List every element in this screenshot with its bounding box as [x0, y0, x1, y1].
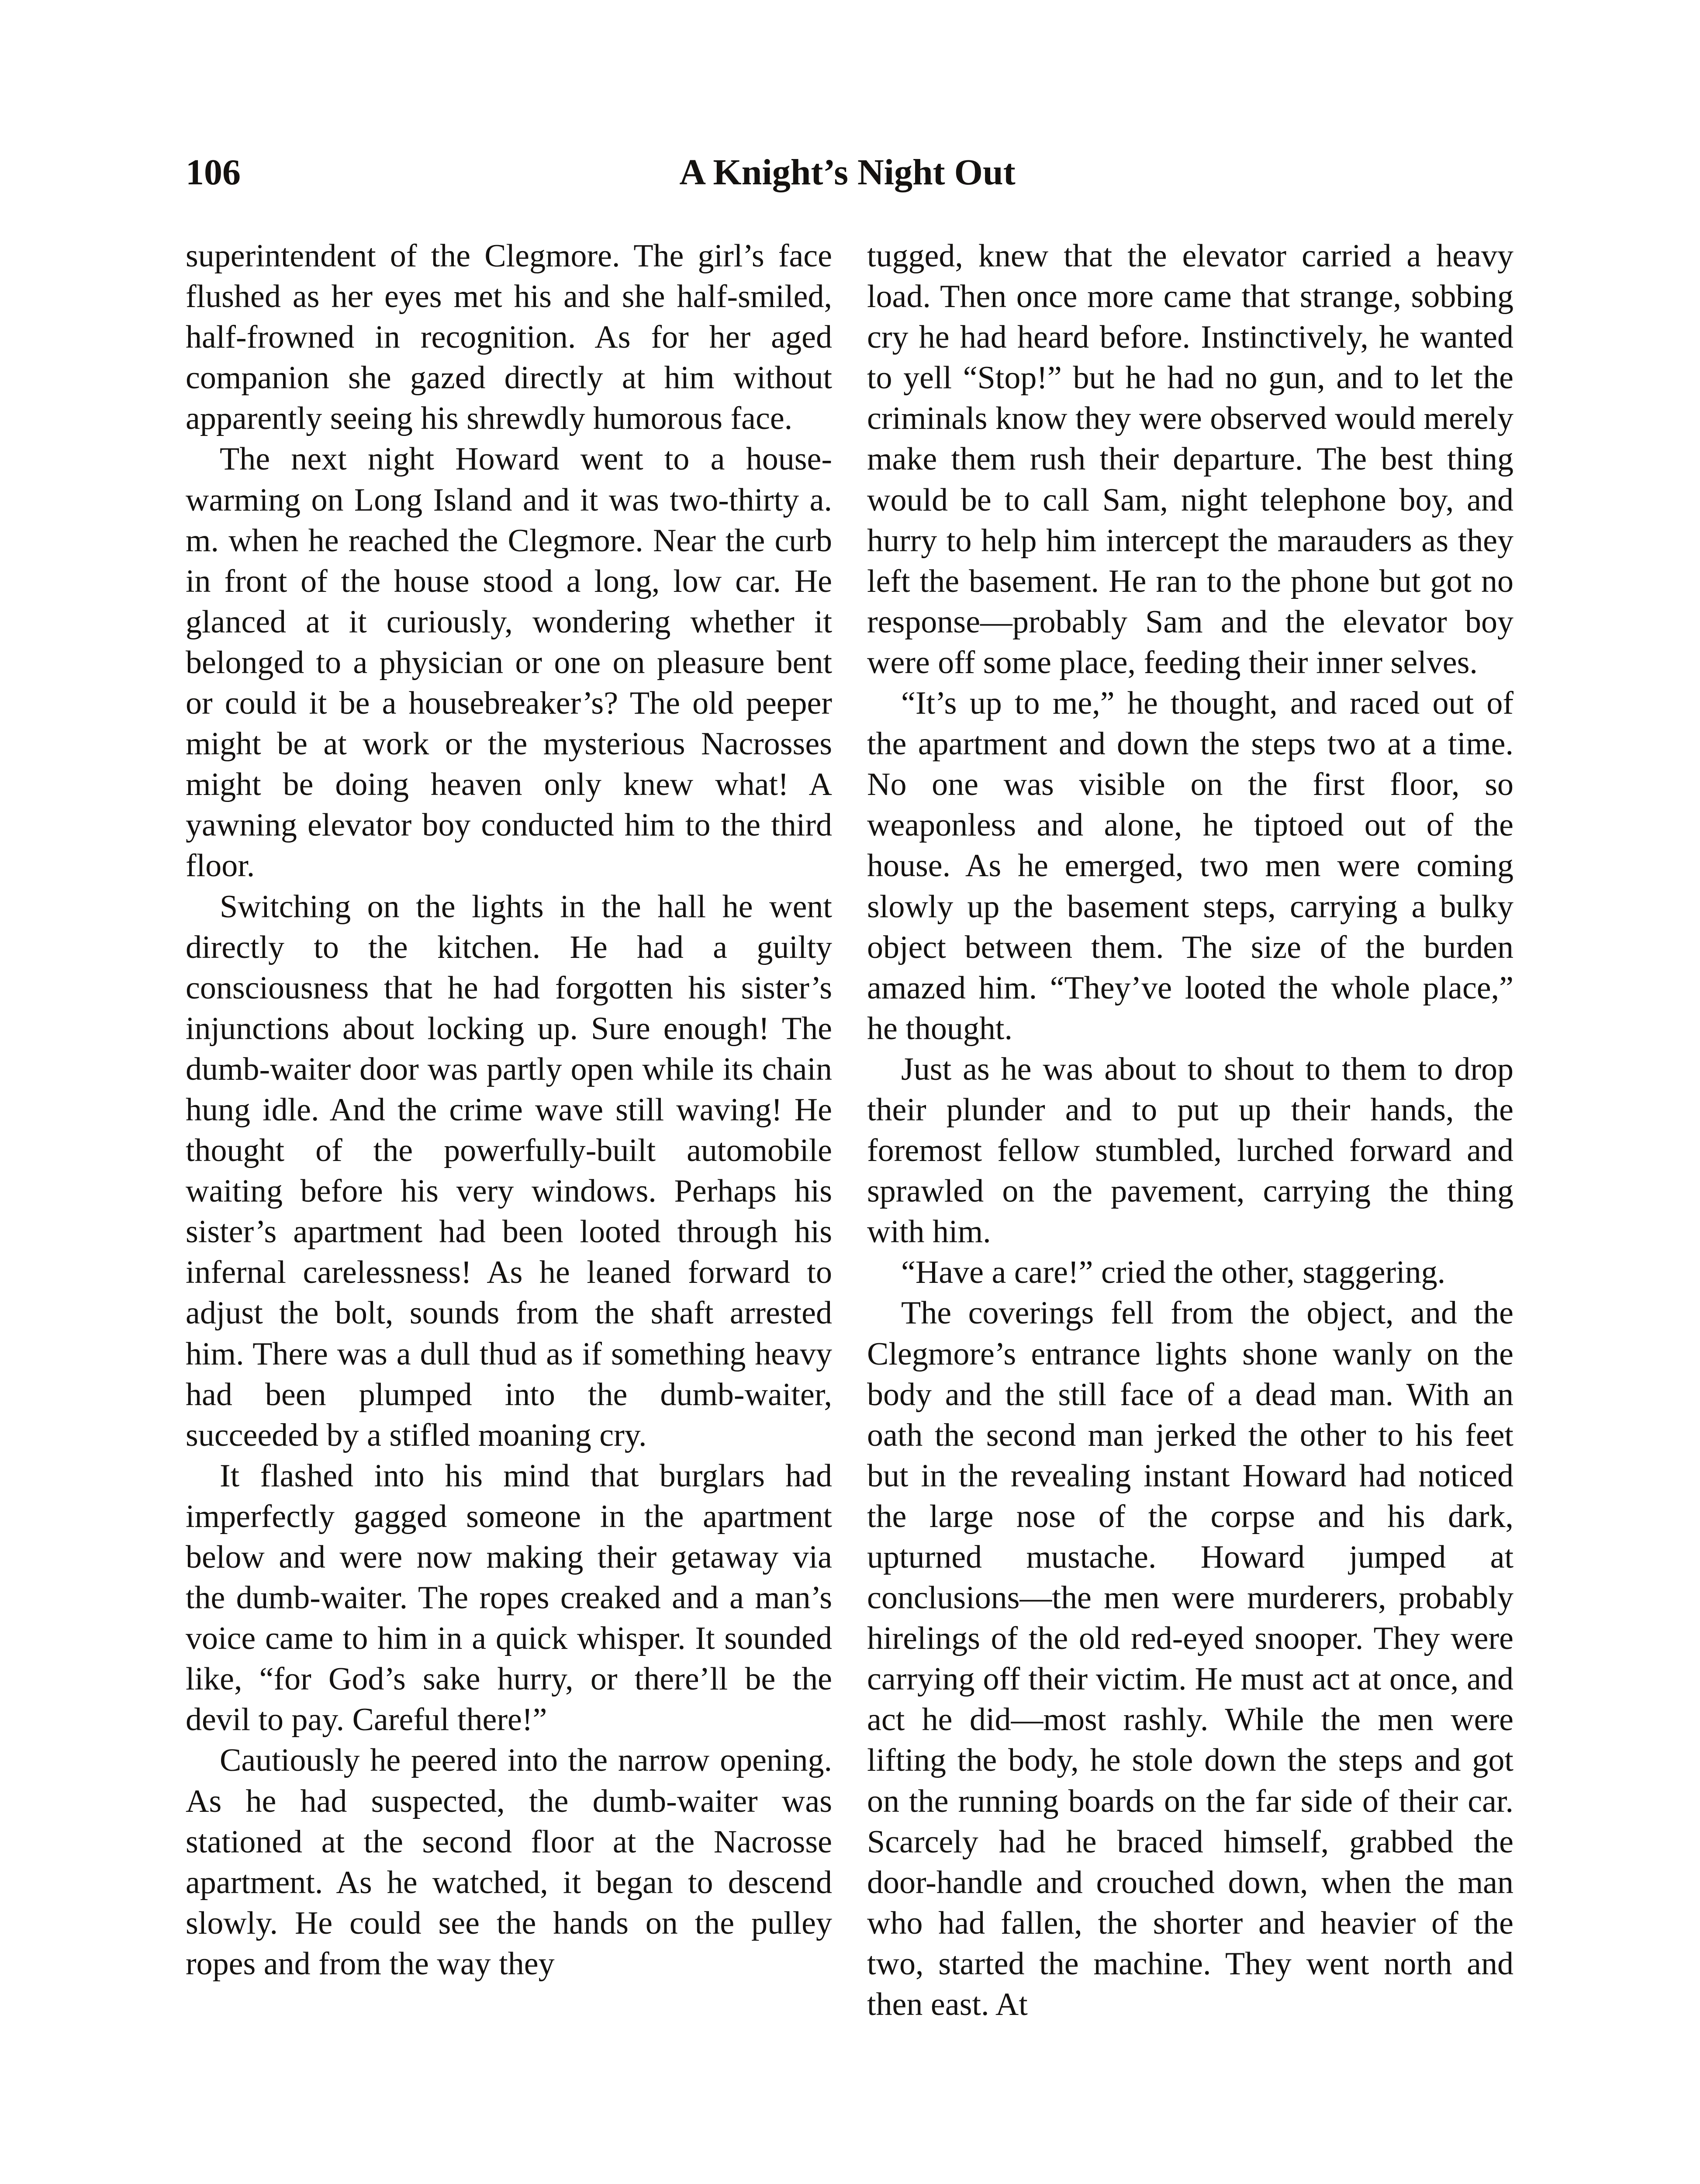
paragraph: Cautiously he peered into the narrow opening. As he had suspected, the dumb-waiter was stationed at the second floor at the Nacrosse apartment. As he watched, it began to descend slowly. He could see the hands on the pulley ropes and from the way they — [186, 1742, 832, 1982]
paragraph: The next night Howard went to a house-warming on Long Island and it was two-thirty a. m. when he reached the Clegmore. Near the curb in front of the house stood a long, low car. He glanced at it curiously, wondering whether it belonged to a physician or one on pleasure bent or could it be a housebreaker’s? The old peeper might be at work or the mysterious Nacrosses might be doing heaven only knew what! A yawning elevator boy conducted him to the third floor. — [186, 441, 832, 884]
page-number: 106 — [186, 152, 241, 193]
paragraph: Just as he was about to shout to them to drop their plunder and to put up their hands, the foremost fellow stumbled, lurched forward and sprawled on the pavement, carrying the thing with him. — [867, 1051, 1513, 1250]
paragraph: Switching on the lights in the hall he went directly to the kitchen. He had a guilty consciousness that he had forgotten his sister’s injunctions about locking up. Sure enough! The dumb-waiter door was partly open while its chain hung idle. And the crime wave still waving! He thought of the powerfully-built automobile waiting before his very windows. Perhaps his sister’s apartment had been looted through his infernal carelessness! As he leaned forward to adjust the bolt, sounds from the shaft arrested him. There was a dull thud as if something heavy had been plumped into the dumb-waiter, succeeded by a stifled moaning cry. — [186, 888, 832, 1453]
left-column — [186, 236, 832, 2184]
paragraph: The coverings fell from the object, and the Clegmore’s entrance lights shone wanly on the body and the still face of a dead man. With an oath the second man jerked the other to his feet but in the revealing instant Howard had noticed the large nose of the corpse and his dark, upturned mustache. Howard jumped at conclusions—the men were murderers, probably hirelings of the old red-eyed snooper. They were carrying off their victim. He must act at once, and act he did—most rashly. While the men were lifting the body, he stole down the steps and got on the running boards on the far side of their car. Scarcely had he braced himself, grabbed the door-handle and crouched down, when the man who had fallen, the shorter and heavier of the two, started the machine. They went north and then east. At — [867, 1295, 1513, 2023]
paragraph: “Have a care!” cried the other, staggering. — [901, 1254, 1446, 1291]
paragraph: “It’s up to me,” he thought, and raced out of the apartment and down the steps two at a time. No one was visible on the first floor, so weaponless and alone, he tiptoed out of the house. As he emerged, two men were coming slowly up the basement steps, carrying a bulky object between them. The size of the burden amazed him. “They’ve looted the whole place,” he thought. — [867, 685, 1513, 1047]
running-head — [186, 146, 1509, 199]
right-column — [867, 236, 1513, 2184]
paragraph-continued: tugged, knew that the elevator carried a heavy load. Then once more came that strange, sobbing cry he had heard before. Instinctively, he wanted to yell “Stop!” but he had no gun, and to let the criminals know they were observed would merely make them rush their departure. The best thing would be to call Sam, night telephone boy, and hurry to help him intercept the marauders as they left the basement. He ran to the phone but got no response—probably Sam and the elevator boy were off some place, feeding their inner selves. — [867, 238, 1513, 681]
paragraph-continued: superintendent of the Clegmore. The girl’s face flushed as her eyes met his and she half-smiled, half-frowned in recognition. As for her aged companion she gazed directly at him without apparently seeing his shrewdly humorous face. — [186, 238, 832, 437]
paragraph: It flashed into his mind that burglars had imperfectly gagged someone in the apartment below and were now making their getaway via the dumb-waiter. The ropes creaked and a man’s voice came to him in a quick whisper. It sounded like, “for God’s sake hurry, or there’ll be the devil to pay. Careful there!” — [186, 1458, 832, 1738]
chapter-title: A Knight’s Night Out — [679, 152, 1016, 193]
